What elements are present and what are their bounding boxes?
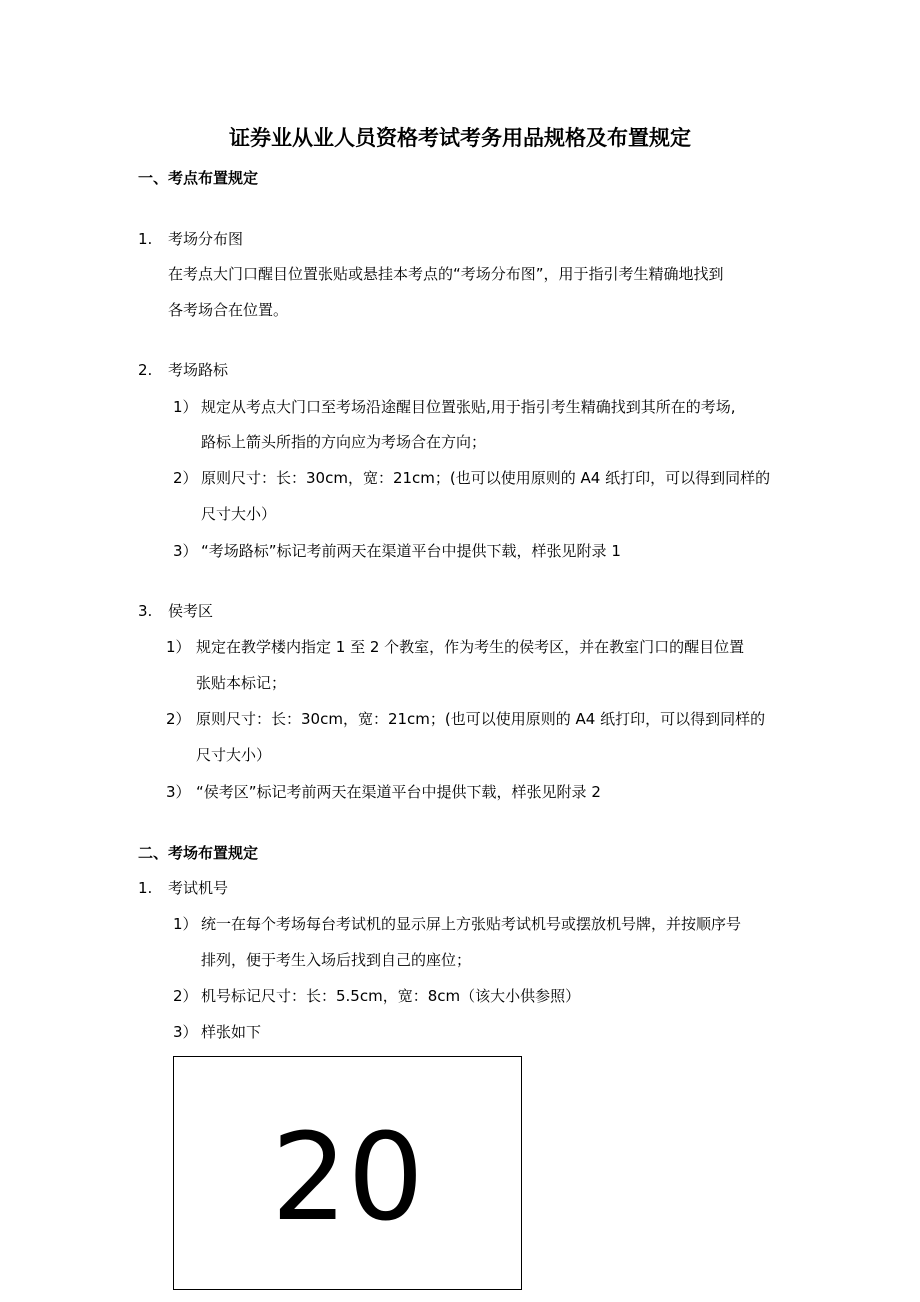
paragraph-line: 张贴本标记； — [196, 674, 287, 692]
sub-item-number: 1） — [173, 398, 198, 416]
page-title: 证券业从业人员资格考试考务用品规格及布置规定 — [229, 126, 691, 150]
sub-item-number: 2） — [173, 987, 198, 1005]
section-2-heading: 二、考场布置规定 — [138, 844, 259, 862]
paragraph-line: 尺寸大小） — [201, 505, 277, 523]
item-1-heading: 考场分布图 — [168, 230, 244, 248]
item-3-heading: 侯考区 — [168, 602, 214, 620]
section-1-heading: 一、考点布置规定 — [138, 169, 259, 187]
paragraph-line: 规定从考点大门口至考场沿途醒目位置张贴,用于指引考生精确找到其所在的考场, — [201, 398, 736, 416]
machine-number: 20 — [271, 1109, 424, 1248]
paragraph-line: 路标上箭头所指的方向应为考场合在方向； — [201, 433, 487, 451]
paragraph-line: 排列，便于考生入场后找到自己的座位； — [201, 951, 472, 969]
paragraph-line: 规定在教学楼内指定 1 至 2 个教室，作为考生的侯考区，并在教室门口的醒目位置 — [196, 638, 745, 656]
paragraph-line: 各考场合在位置。 — [168, 301, 289, 319]
paragraph-line: 原则尺寸：长：30cm，宽：21cm；(也可以使用原则的 A4 纸打印，可以得到同样的 — [201, 469, 771, 487]
paragraph-line: 原则尺寸：长：30cm，宽：21cm；(也可以使用原则的 A4 纸打印，可以得到同样的 — [196, 710, 766, 728]
sub-item-number: 3） — [173, 1023, 198, 1041]
item-1-number: 1. — [138, 879, 153, 897]
item-1-heading: 考试机号 — [168, 879, 229, 897]
paragraph-line: “侯考区”标记考前两天在渠道平台中提供下载，样张见附录 2 — [196, 783, 601, 801]
paragraph-line: 在考点大门口醒目位置张贴或悬挂本考点的“考场分布图”，用于指引考生精确地找到 — [168, 265, 724, 283]
sub-item-number: 3） — [166, 783, 191, 801]
paragraph-line: 统一在每个考场每台考试机的显示屏上方张贴考试机号或摆放机号牌，并按顺序号 — [201, 915, 742, 933]
sub-item-number: 2） — [173, 469, 198, 487]
paragraph-line: 机号标记尺寸：长：5.5cm，宽：8cm（该大小供参照） — [201, 987, 581, 1005]
item-3-number: 3. — [138, 602, 153, 620]
sub-item-number: 1） — [166, 638, 191, 656]
sub-item-number: 1） — [173, 915, 198, 933]
sub-item-number: 2） — [166, 710, 191, 728]
sub-item-number: 3） — [173, 542, 198, 560]
item-1-number: 1. — [138, 230, 153, 248]
item-2-heading: 考场路标 — [168, 361, 229, 379]
paragraph-line: 尺寸大小） — [196, 746, 272, 764]
paragraph-line: 样张如下 — [201, 1023, 262, 1041]
item-2-number: 2. — [138, 361, 153, 379]
machine-number-sample-card — [173, 1056, 522, 1290]
paragraph-line: “考场路标”标记考前两天在渠道平台中提供下载，样张见附录 1 — [201, 542, 621, 560]
